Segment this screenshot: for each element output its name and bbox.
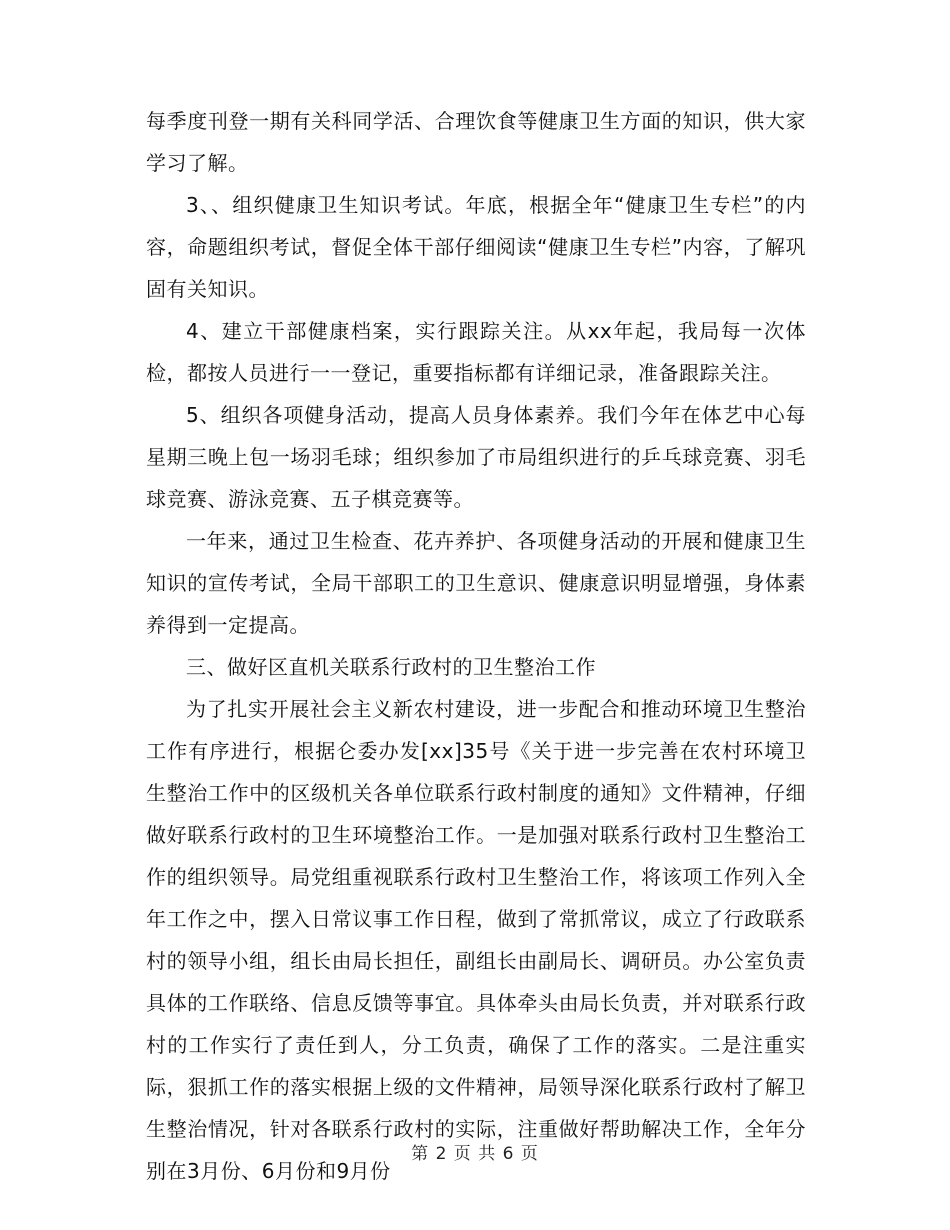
paragraph-3: 4、建立干部健康档案，实行跟踪关注。从xx年起，我局每一次体检，都按人员进行一一登记，重要指标都有详细记录，准备跟踪关注。 bbox=[146, 319, 806, 385]
paragraph-4: 5、组织各项健身活动，提高人员身体素养。我们今年在体艺中心每星期三晚上包一场羽毛球；组织参加了市局组织进行的乒乓球竞赛、羽毛球竞赛、游泳竞赛、五子棋竞赛等。 bbox=[146, 403, 806, 511]
page-number-footer: 第 2 页 共 6 页 bbox=[411, 1144, 539, 1164]
paragraph-5: 一年来，通过卫生检查、花卉养护、各项健身活动的开展和健康卫生知识的宣传考试，全局干部职工的卫生意识、健康意识明显增强，身体素养得到一定提高。 bbox=[146, 529, 806, 637]
paragraph-1: 每季度刊登一期有关科同学活、合理饮食等健康卫生方面的知识，供大家学习了解。 bbox=[146, 109, 806, 175]
paragraph-2: 3、、组织健康卫生知识考试。年底，根据全年“健康卫生专栏”的内容，命题组织考试，督促全体干部仔细阅读“健康卫生专栏”内容，了解巩固有关知识。 bbox=[146, 193, 806, 301]
paragraph-7: 为了扎实开展社会主义新农村建设，进一步配合和推动环境卫生整治工作有序进行，根据仑委办发[xx]35号《关于进一步完善在农村环境卫生整治工作中的区级机关各单位联系行政村制度的通知》文件精神，仔细做好联系行政村的卫生环境整治工作。一是加强对联系行政村卫生整治工作的组织领导。局党组重视联系行政村卫生整治工作，将该项工作列入全年工作之中，摆入日常议事工作日程，做到了常抓常议，成立了行政联系村的领导小组，组长由局长担任，副组长由副局长、调研员。办公室负责具体的工作联络、信息反馈等事宜。具体牵头由局长负责，并对联系行政村的工作实行了责任到人，分工负责，确保了工作的落实。二是注重实际，狠抓工作的落实根据上级的文件精神，局领导深化联系行政村了解卫生整治情况，针对各联系行政村的实际，注重做好帮助解决工作，全年分别在3月份、6月份和9月份 bbox=[146, 697, 806, 1183]
section-heading: 三、做好区直机关联系行政村的卫生整治工作 bbox=[186, 655, 596, 679]
document-body bbox=[146, 100, 806, 1192]
